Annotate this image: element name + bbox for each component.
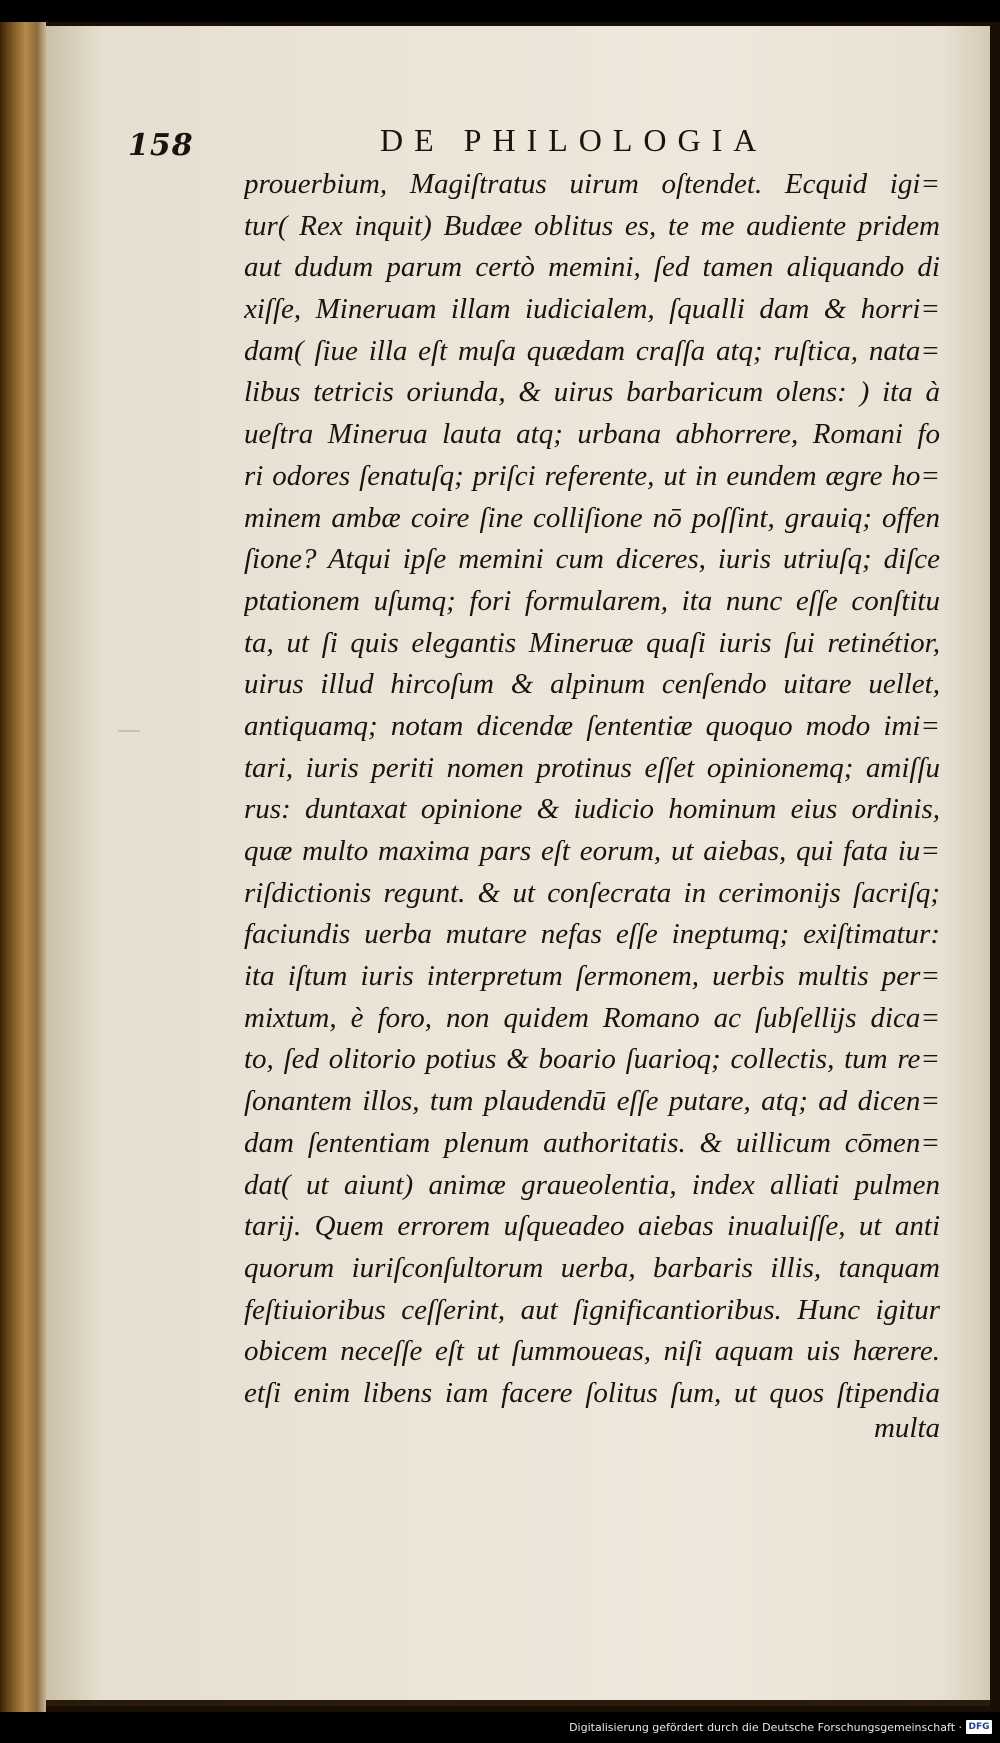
catchword: multa — [873, 1412, 940, 1444]
text-line: obicem neceſſe eſt ut ſummoueas, niſi aquam uis hærere. — [244, 1335, 940, 1368]
footer-credit: Digitalisierung gefördert durch die Deutsche Forschungsgemeinschaft · — [569, 1721, 962, 1734]
text-line: tur( Rex inquit) Budæe oblitus es, te me audiente pridem — [244, 209, 940, 242]
text-line: dat( ut aiunt) animæ graueolentia, index alliati pulmen — [244, 1168, 940, 1201]
page-stack-edge — [0, 22, 46, 1712]
text-line: rus: duntaxat opinione & iudicio hominum eius ordinis, — [244, 793, 940, 826]
text-line: riſdictionis regunt. & ut conſecrata in cerimonijs ſacriſq; — [244, 876, 940, 909]
text-line: tari, iuris periti nomen protinus eſſet opinionemq; amiſſu — [244, 751, 940, 784]
scan-top-border — [0, 0, 1000, 22]
text-line: libus tetricis oriunda, & uirus barbaricum olens: ) ita à — [244, 376, 940, 409]
text-line: quorum iuriſconſultorum uerba, barbaris illis, tanquam — [244, 1251, 940, 1284]
text-line: aut dudum parum certò memini, ſed tamen aliquando di — [244, 251, 940, 284]
text-line: ptationem uſumq; fori formularem, ita nunc eſſe conſtitu — [244, 584, 940, 617]
text-line: ri odores ſenatuſq; priſci referente, ut in eundem ægre ho= — [244, 459, 940, 492]
text-line: etſi enim libens iam facere ſolitus ſum, ut quos ſtipendia — [244, 1376, 940, 1409]
text-line: quæ multo maxima pars eſt eorum, ut aiebas, qui fata iu= — [244, 835, 940, 867]
text-line: mixtum, è foro, non quidem Romano ac ſubſellijs dica= — [244, 1001, 940, 1034]
text-line: ſione? Atqui ipſe memini cum diceres, iuris utriuſq; diſce — [244, 543, 940, 576]
text-line: ueſtra Minerua lauta atq; urbana abhorrere, Romani fo — [244, 418, 940, 451]
text-line: ſonantem illos, tum plaudendū eſſe putare, atq; ad dicen= — [244, 1085, 940, 1118]
text-line: ta, ut ſi quis elegantis Mineruæ quaſi iuris ſui retinétior, — [244, 626, 940, 659]
text-line: ita iſtum iuris interpretum ſermonem, uerbis multis per= — [244, 960, 940, 993]
text-line: prouerbium, Magiſtratus uirum oſtendet. Ecquid igi= — [244, 168, 940, 200]
text-line: uirus illud hircoſum & alpinum cenſendo uitare uellet, — [244, 668, 940, 701]
text-line: feſtiuioribus ceſſerint, aut ſignificantioribus. Hunc igitur — [244, 1293, 940, 1326]
running-head: DE PHILOLOGIA — [380, 122, 768, 158]
text-line: tarij. Quem errorem uſqueadeo aiebas inualuiſſe, ut anti — [244, 1210, 940, 1243]
page-number: 158 — [128, 128, 194, 163]
text-line: xiſſe, Mineruam illam iudicialem, ſqualli dam & horri= — [244, 293, 940, 326]
text-line: minem ambæ coire ſine colliſione nō poſſint, grauiq; offen — [244, 501, 940, 534]
text-line: dam( ſiue illa eſt muſa quædam craſſa atq; ruſtica, nata= — [244, 334, 940, 367]
text-line: to, ſed olitorio potius & boario ſuarioq; collectis, tum re= — [244, 1043, 940, 1076]
body-text — [244, 164, 940, 1415]
text-line: antiquamq; notam dicendæ ſententiæ quoquo modo imi= — [244, 709, 940, 742]
text-line: faciundis uerba mutare nefas eſſe ineptumq; exiſtimatur: — [244, 918, 940, 951]
dfg-logo: DFG — [966, 1720, 992, 1734]
text-line: dam ſententiam plenum authoritatis. & uillicum cōmen= — [244, 1126, 940, 1159]
page-mark — [118, 730, 140, 732]
